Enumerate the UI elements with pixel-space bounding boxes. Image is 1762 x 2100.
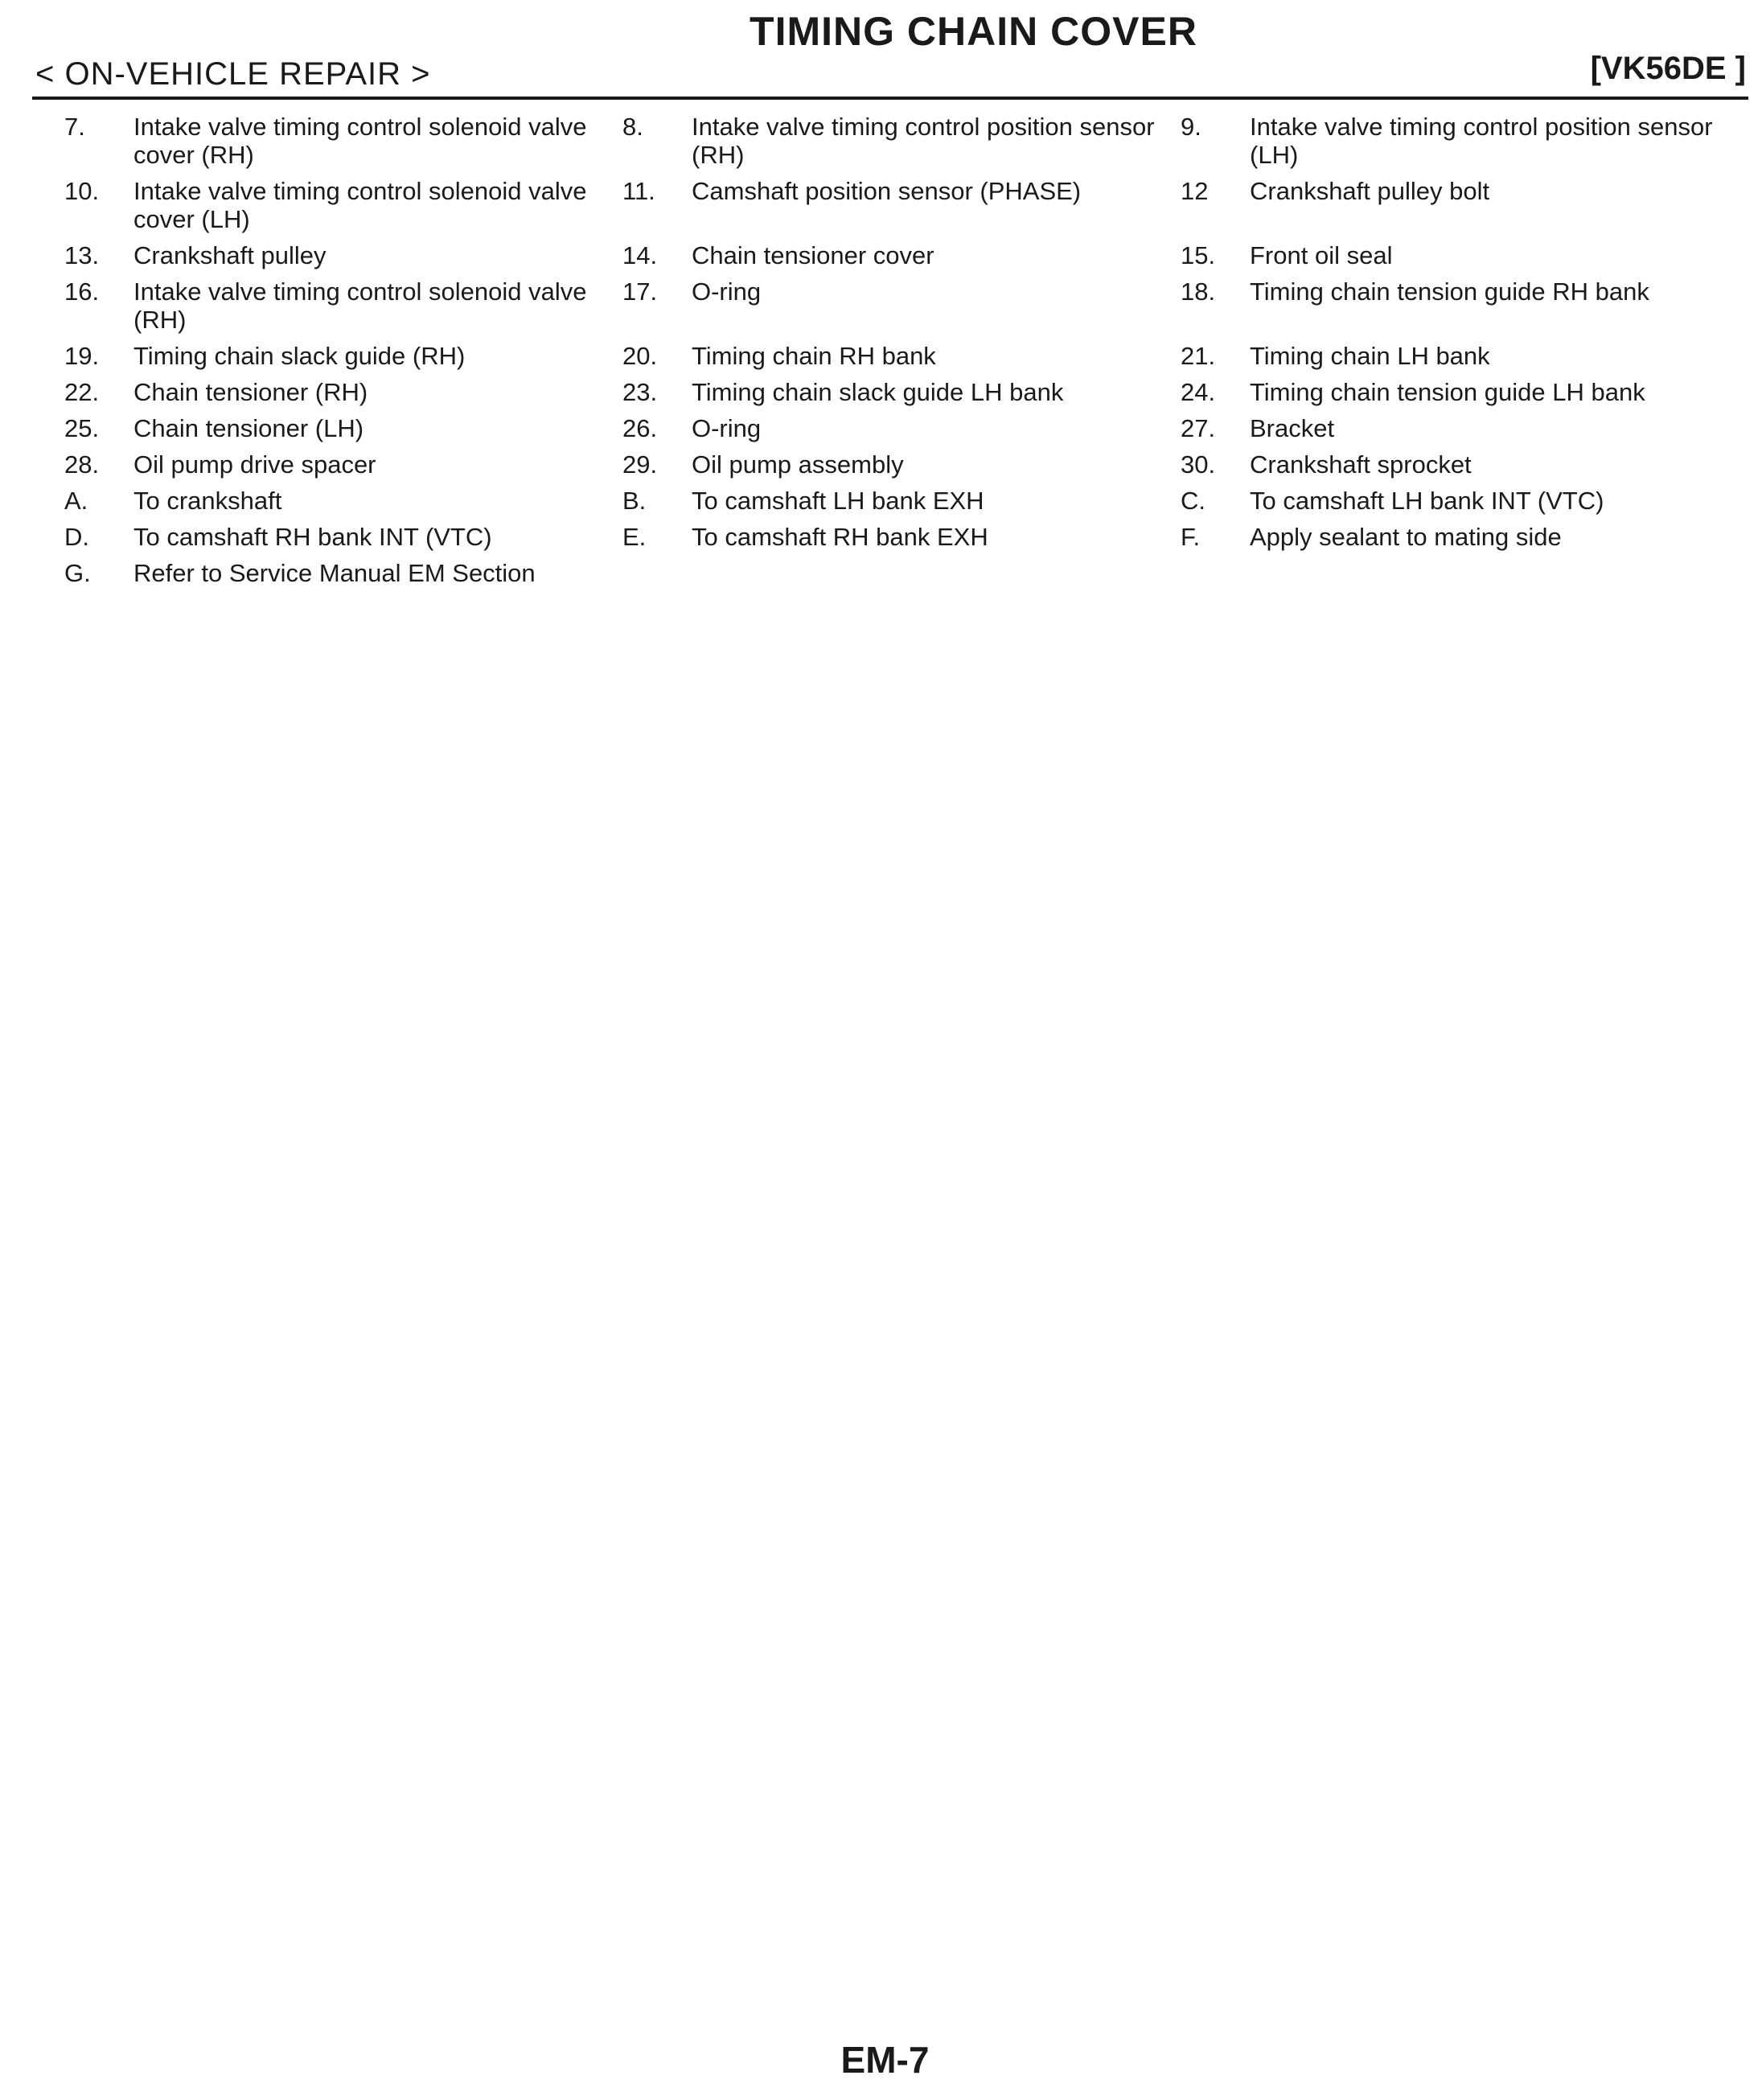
legend-item [622, 113, 1181, 169]
legend-item [64, 277, 622, 334]
item-description: Chain tensioner (RH) [133, 378, 368, 406]
item-number: 13. [64, 241, 100, 269]
item-number: 25. [64, 414, 100, 442]
legend-row [64, 277, 1745, 334]
item-description: Timing chain slack guide LH bank [692, 378, 1064, 406]
legend-item [64, 241, 622, 269]
legend-item [622, 342, 1181, 370]
item-number: E. [622, 523, 647, 551]
item-description: Oil pump drive spacer [133, 450, 376, 479]
legend-item [1181, 450, 1739, 479]
item-description: Intake valve timing control solenoid valve cover (RH) [133, 113, 587, 169]
item-number: 21. [1181, 342, 1216, 370]
legend-row [64, 241, 1745, 269]
item-number: 16. [64, 277, 100, 306]
legend-row [64, 523, 1745, 551]
item-description: To camshaft LH bank EXH [692, 487, 984, 515]
legend-item [1181, 113, 1739, 169]
legend-row [64, 487, 1745, 515]
legend-item [64, 342, 622, 370]
item-number: 8. [622, 113, 643, 141]
item-number: F. [1181, 523, 1201, 551]
legend-item [64, 378, 622, 406]
item-number: 9. [1181, 113, 1201, 141]
parts-legend [64, 113, 1745, 595]
item-description: To camshaft RH bank EXH [692, 523, 988, 551]
legend-item [64, 523, 622, 551]
legend-item [622, 450, 1181, 479]
item-number: 30. [1181, 450, 1216, 479]
model-code: [VK56DE ] [1590, 51, 1746, 86]
legend-item [64, 177, 622, 233]
item-number: 12 [1181, 177, 1209, 205]
item-description: Intake valve timing control solenoid valve (RH) [133, 277, 587, 334]
legend-item [622, 241, 1181, 269]
header-divider [32, 97, 1748, 100]
item-number: 28. [64, 450, 100, 479]
legend-row [64, 414, 1745, 442]
item-number: 26. [622, 414, 658, 442]
legend-row [64, 342, 1745, 370]
legend-item [64, 414, 622, 442]
item-number: 17. [622, 277, 658, 306]
item-number: 19. [64, 342, 100, 370]
legend-item [64, 450, 622, 479]
legend-item [622, 277, 1181, 334]
legend-item [1181, 378, 1739, 406]
item-number: 11. [622, 177, 655, 205]
item-number: G. [64, 559, 91, 587]
item-description: Crankshaft pulley [133, 241, 327, 269]
item-description: Timing chain tension guide LH bank [1250, 378, 1645, 406]
page-number: EM-7 [840, 2039, 930, 2081]
legend-item [622, 414, 1181, 442]
item-description: Timing chain slack guide (RH) [133, 342, 466, 370]
legend-item [622, 378, 1181, 406]
item-number: 27. [1181, 414, 1216, 442]
item-description: Intake valve timing control position sensor (LH) [1250, 113, 1713, 169]
legend-item [1181, 241, 1739, 269]
item-number: 20. [622, 342, 658, 370]
item-description: Bracket [1250, 414, 1335, 442]
item-description: Chain tensioner (LH) [133, 414, 364, 442]
legend-item [622, 523, 1181, 551]
legend-item [622, 177, 1181, 233]
legend-item [64, 487, 622, 515]
item-number: 18. [1181, 277, 1216, 306]
legend-item [64, 113, 622, 169]
item-description: Camshaft position sensor (PHASE) [692, 177, 1082, 205]
legend-item [1181, 342, 1739, 370]
item-number: 10. [64, 177, 100, 205]
legend-item [1181, 177, 1739, 233]
legend-item [1181, 414, 1739, 442]
item-number: 29. [622, 450, 658, 479]
item-description: Intake valve timing control position sensor (RH) [692, 113, 1155, 169]
legend-row [64, 450, 1745, 479]
legend-item [64, 559, 622, 587]
item-description: To camshaft RH bank INT (VTC) [133, 523, 492, 551]
legend-row [64, 177, 1745, 233]
item-number: C. [1181, 487, 1205, 515]
item-description: Chain tensioner cover [692, 241, 934, 269]
item-description: Apply sealant to mating side [1250, 523, 1562, 551]
legend-item [1181, 277, 1739, 334]
item-number: 7. [64, 113, 85, 141]
legend-item [1181, 487, 1739, 515]
item-description: To camshaft LH bank INT (VTC) [1250, 487, 1604, 515]
item-number: B. [622, 487, 647, 515]
item-description: Crankshaft sprocket [1250, 450, 1472, 479]
item-description: Refer to Service Manual EM Section [133, 559, 536, 587]
legend-row [64, 113, 1745, 169]
item-description: Timing chain RH bank [692, 342, 936, 370]
item-number: 15. [1181, 241, 1216, 269]
item-description: Timing chain LH bank [1250, 342, 1490, 370]
legend-item [1181, 523, 1739, 551]
item-description: O-ring [692, 277, 762, 306]
item-number: 14. [622, 241, 658, 269]
item-number: 24. [1181, 378, 1216, 406]
legend-item [622, 487, 1181, 515]
item-number: 22. [64, 378, 100, 406]
item-description: Front oil seal [1250, 241, 1393, 269]
item-number: A. [64, 487, 88, 515]
section-label: < ON-VEHICLE REPAIR > [35, 56, 431, 92]
item-description: Oil pump assembly [692, 450, 904, 479]
item-description: O-ring [692, 414, 762, 442]
item-description: Intake valve timing control solenoid valve cover (LH) [133, 177, 587, 233]
legend-row [64, 378, 1745, 406]
legend-row [64, 559, 1745, 587]
item-description: To crankshaft [133, 487, 282, 515]
item-description: Timing chain tension guide RH bank [1250, 277, 1649, 306]
item-description: Crankshaft pulley bolt [1250, 177, 1490, 205]
item-number: 23. [622, 378, 658, 406]
item-number: D. [64, 523, 89, 551]
page-title: TIMING CHAIN COVER [750, 9, 1197, 54]
